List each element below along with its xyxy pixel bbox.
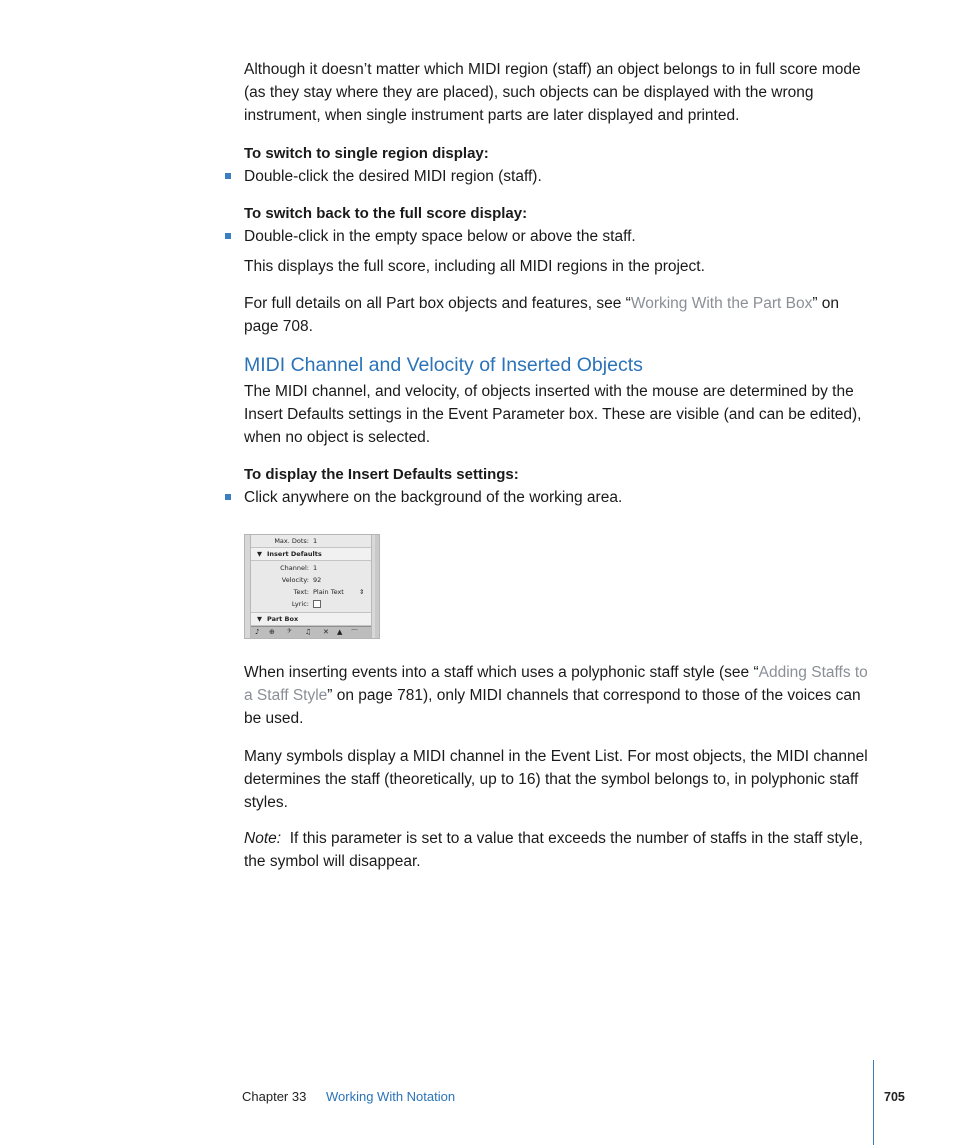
event-parameter-box-screenshot [244, 534, 380, 639]
disclosure-triangle-icon[interactable]: ▼ [257, 550, 262, 558]
bullet-text: Click anywhere on the background of the working area. [244, 489, 623, 506]
adding-staffs-link[interactable]: Adding Staffs to a Staff Style [244, 664, 868, 704]
single-region-bullet [244, 165, 864, 188]
footer-divider [873, 1060, 874, 1145]
full-score-heading: To switch back to the full score display: [244, 205, 528, 222]
clef-tool-icon[interactable]: 𝄢 [287, 628, 292, 636]
working-with-part-box-link[interactable]: Working With the Part Box [630, 295, 813, 312]
lyric-label: Lyric: [291, 600, 309, 608]
text-row [251, 586, 371, 598]
close-tool-icon[interactable]: ✕ [323, 628, 329, 636]
intro-paragraph: Although it doesn’t matter which MIDI region (staff) an object belongs to in full score mode (as they stay where they are placed), such objects can be displayed with the wrong instrument, when single instrument parts are later displayed and printed. [244, 61, 861, 124]
channel-label: Channel: [280, 564, 309, 572]
details-paragraph: For full details on all Part box objects and features, see “Working With the Part Box” on page 708. [244, 295, 840, 335]
scrollbar[interactable] [375, 535, 379, 638]
section-title: MIDI Channel and Velocity of Inserted Objects [244, 354, 643, 376]
section-body: The MIDI channel, and velocity, of objects inserted with the mouse are determined by the Insert Defaults settings in the Event Parameter box. These are visible (and can be edited), when no object is selected. [244, 383, 862, 446]
bullet-square-icon [225, 173, 231, 179]
fermata-tool-icon[interactable]: ⌒ [351, 629, 358, 637]
bullet-square-icon [225, 494, 231, 500]
insert-defaults-bullet [244, 486, 864, 509]
note-paragraph [244, 827, 874, 873]
velocity-row [251, 574, 371, 586]
max-dots-row [251, 535, 371, 547]
lyric-checkbox[interactable] [313, 598, 321, 610]
insert-defaults-label: Insert Defaults [267, 550, 322, 558]
max-dots-value[interactable]: 1 [313, 537, 318, 545]
max-dots-label: Max. Dots: [274, 537, 309, 545]
bullet-text: Double-click the desired MIDI region (staff). [244, 168, 542, 185]
dynamics-tool-icon[interactable]: ♫ [305, 628, 312, 636]
footer-chapter-title: Working With Notation [326, 1089, 456, 1104]
polyphonic-paragraph: When inserting events into a staff which uses a polyphonic staff style (see “Adding Staffs to a Staff Style” on page 781), only MIDI channels that correspond to those of the voices can be used. [244, 664, 868, 727]
text-style-select[interactable]: Plain Text [313, 588, 344, 596]
parameter-box [250, 535, 372, 638]
bullet-text: Double-click in the empty space below or above the staff. [244, 228, 636, 245]
lyric-row [251, 598, 371, 610]
part-box-section[interactable] [251, 612, 371, 626]
part-box-toolbar [251, 626, 371, 638]
text-label: Text: [293, 588, 309, 596]
full-score-result: This displays the full score, including all MIDI regions in the project. [244, 258, 705, 275]
insert-defaults-section[interactable] [251, 547, 371, 561]
note-text: If this parameter is set to a value that exceeds the number of staffs in the staff style, the symbol will disappear. [244, 830, 863, 870]
full-score-bullet [244, 225, 864, 248]
note-label: Note: [244, 830, 282, 847]
insert-defaults-heading: To display the Insert Defaults settings: [244, 466, 519, 483]
disclosure-triangle-icon[interactable]: ▼ [257, 615, 262, 623]
velocity-value[interactable]: 92 [313, 576, 322, 584]
note-tool-icon[interactable]: ♪ [255, 628, 260, 636]
channel-value[interactable]: 1 [313, 564, 318, 572]
single-region-heading: To switch to single region display: [244, 145, 489, 162]
channel-row [251, 562, 371, 574]
rest-tool-icon[interactable]: ⊕ [269, 628, 275, 636]
updown-arrows-icon[interactable]: ⇕ [359, 588, 365, 596]
part-box-label: Part Box [267, 615, 299, 623]
accent-tool-icon[interactable]: ▲ [337, 628, 343, 636]
bullet-square-icon [225, 233, 231, 239]
page-number: 705 [884, 1090, 905, 1104]
velocity-label: Velocity: [281, 576, 309, 584]
footer-chapter: Chapter 33 [242, 1089, 307, 1104]
symbols-paragraph: Many symbols display a MIDI channel in the Event List. For most objects, the MIDI channel determines the staff (theoretically, up to 16) that the symbol belongs to, in polyphonic staff styles. [244, 748, 868, 811]
